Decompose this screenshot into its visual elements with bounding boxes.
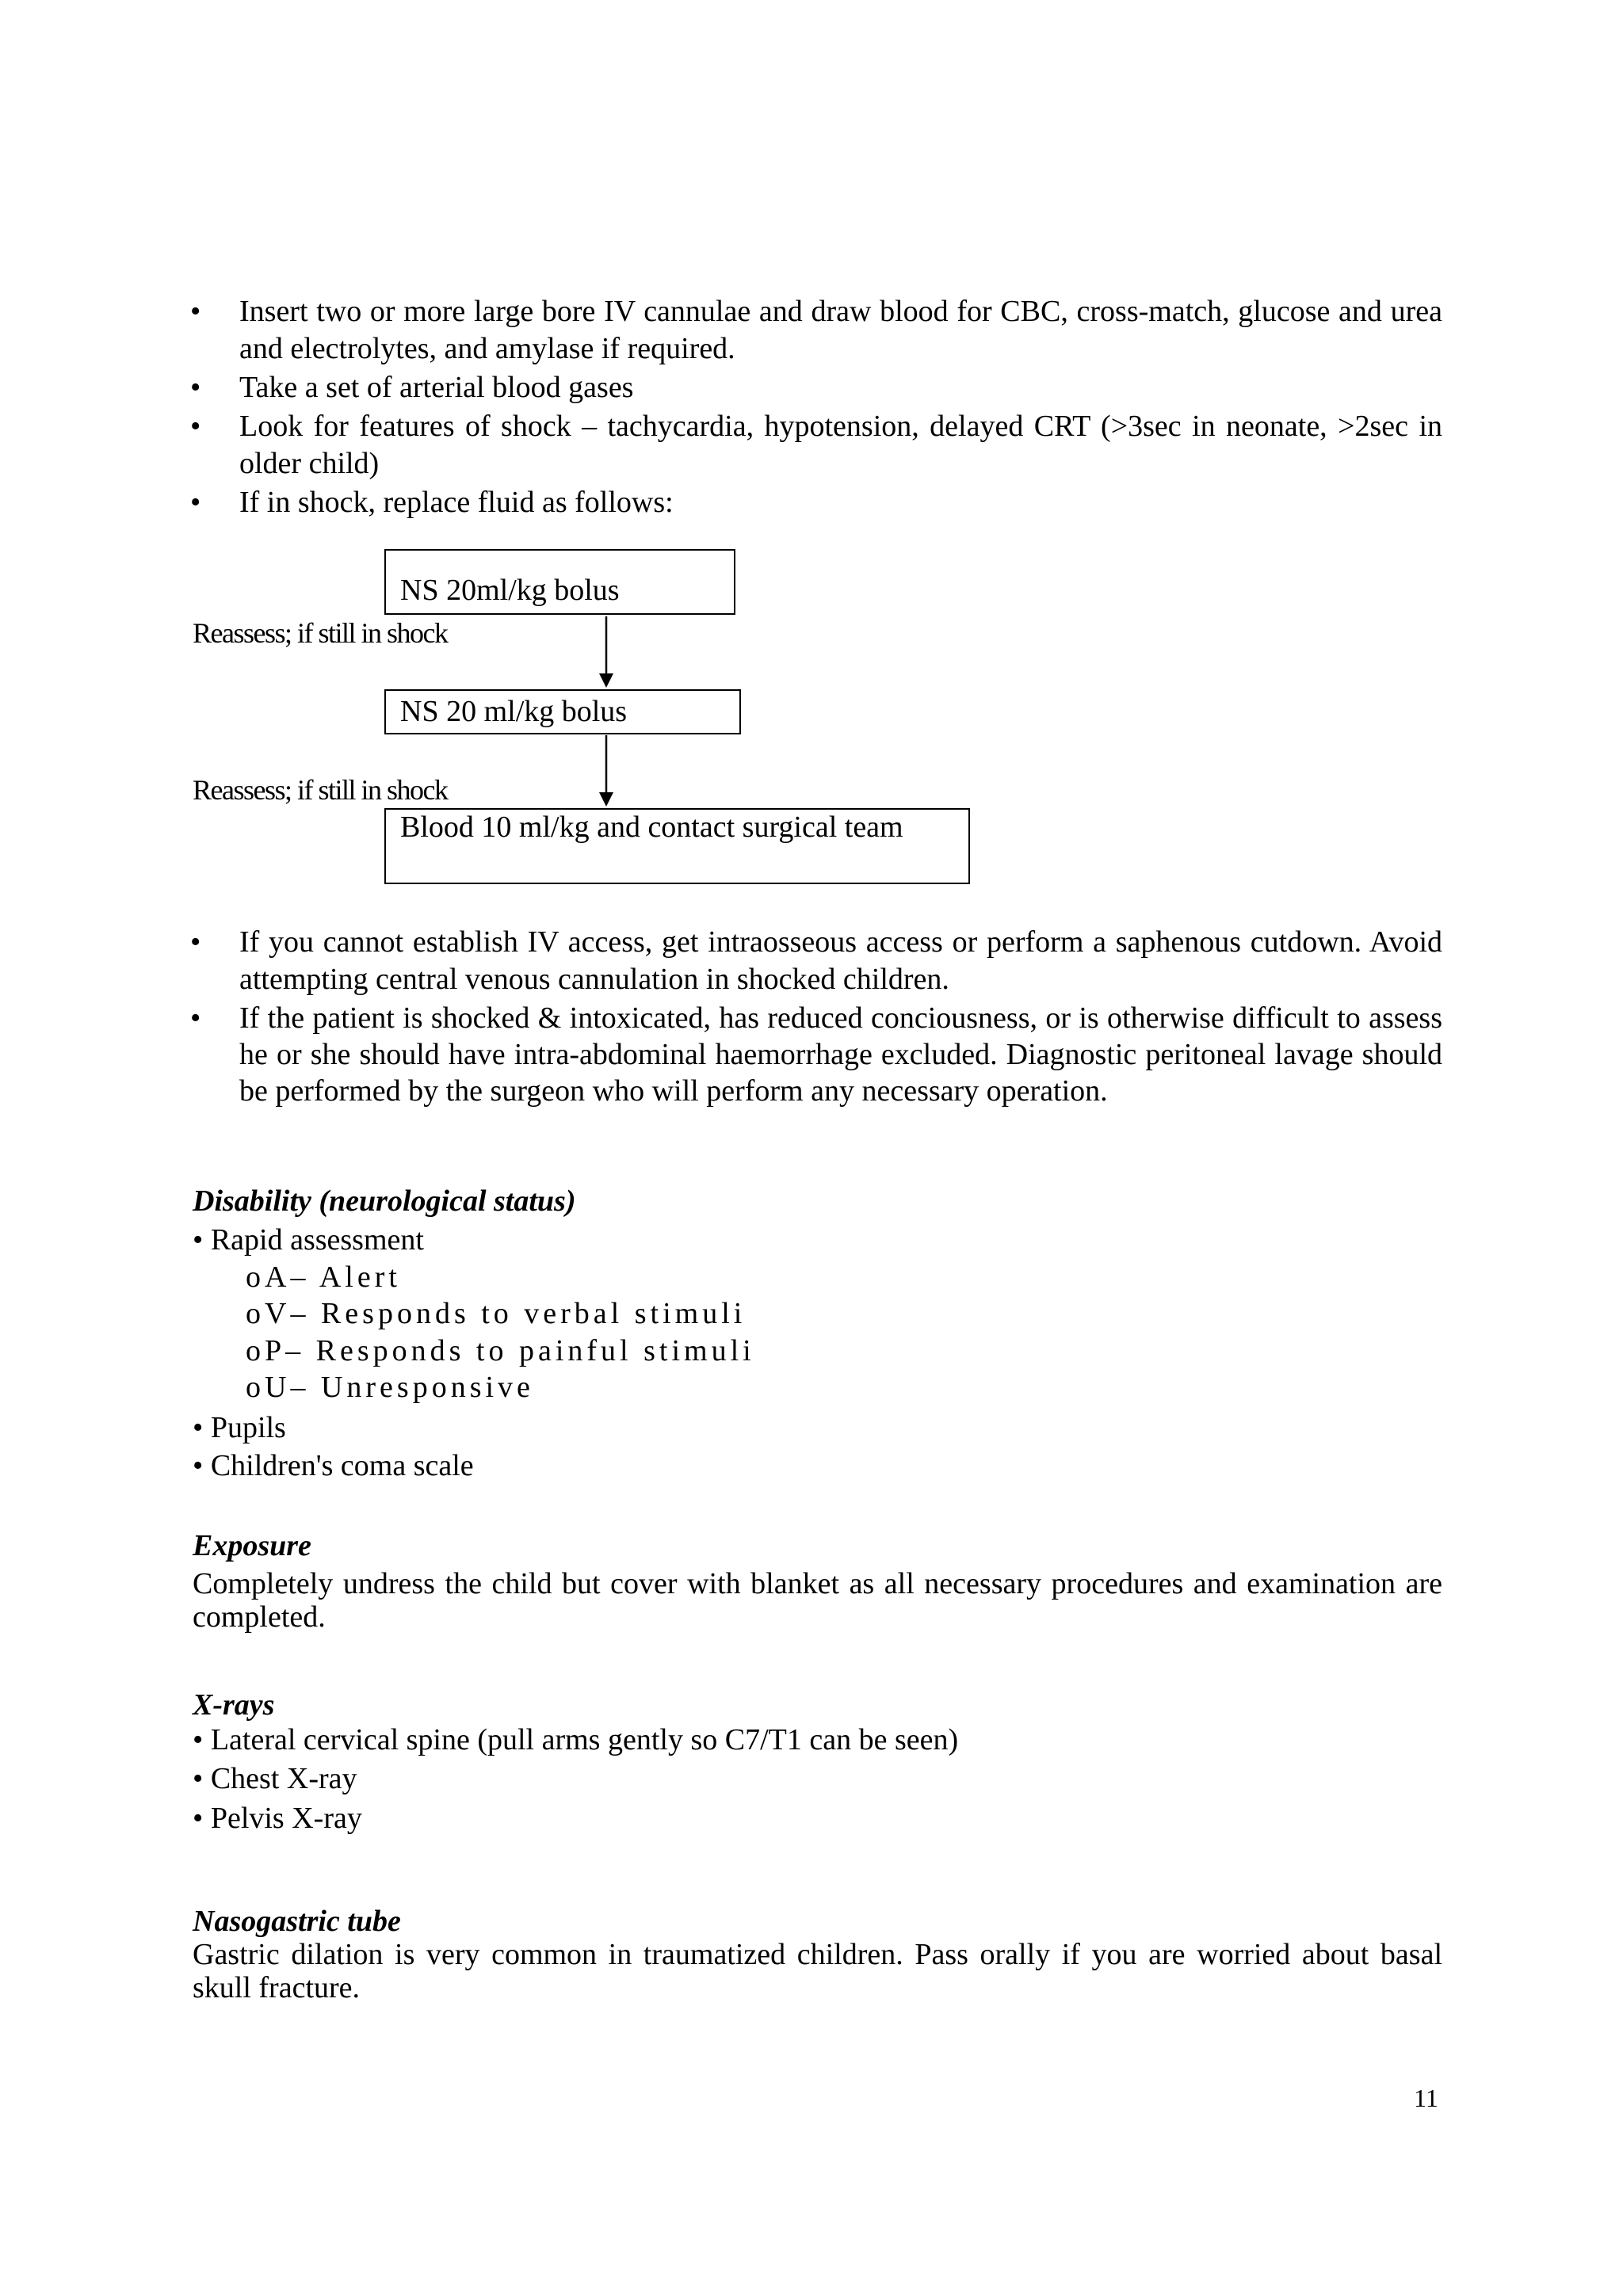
bullet-icon: • (193, 1802, 204, 1835)
list-item (193, 1222, 424, 1259)
sub-item-text: A– Alert (265, 1261, 401, 1294)
flow-box-3-text: Blood 10 ml/kg and contact surgical team (400, 810, 903, 844)
flow-box-2-text: NS 20 ml/kg bolus (400, 695, 628, 728)
list-item (193, 1800, 362, 1837)
sub-list-item (246, 1259, 401, 1296)
list-item (190, 924, 1442, 998)
page-number: 11 (1414, 2084, 1438, 2112)
bullet-icon: • (190, 410, 201, 443)
bullet-icon: • (193, 1762, 204, 1795)
list-item (193, 1409, 286, 1447)
list-item (190, 1000, 1442, 1109)
xrays-heading: X-rays (193, 1688, 275, 1722)
circle-bullet-icon: o (246, 1297, 265, 1330)
arrow-head-2 (599, 792, 613, 807)
exposure-text: Completely undress the child but cover with blanket as all necessary procedures and examination are completed. (193, 1567, 1442, 1634)
list-item (193, 1760, 357, 1798)
flow-label-1: Reassess; if still in shock (193, 617, 448, 649)
ng-tube-text: Gastric dilation is very common in traumatized children. Pass orally if you are worried about basal skull fracture. (193, 1938, 1442, 2004)
bullet-icon: • (190, 371, 201, 404)
bullet-text: Insert two or more large bore IV cannulae and draw blood for CBC, cross-match, glucose and urea and electrolytes, and amylase if required. (239, 295, 1442, 365)
ng-tube-heading: Nasogastric tube (193, 1905, 401, 1938)
bullet-text: If you cannot establish IV access, get intraosseous access or perform a saphenous cutdown. Avoid attempting central venous cannulation in shocked children. (239, 925, 1442, 996)
circle-bullet-icon: o (246, 1371, 265, 1404)
bullet-icon: • (193, 1723, 204, 1756)
exposure-heading: Exposure (193, 1529, 311, 1562)
circle-bullet-icon: o (246, 1261, 265, 1294)
sub-item-text: P– Responds to painful stimuli (265, 1334, 755, 1367)
bullet-text: Look for features of shock – tachycardia, hypotension, delayed CRT (>3sec in neonate, >2sec in older child) (239, 410, 1442, 480)
bullet-icon: • (193, 1449, 204, 1482)
pupils-text: Pupils (210, 1411, 286, 1444)
bullet-icon: • (190, 925, 201, 959)
flow-label-2: Reassess; if still in shock (193, 774, 448, 806)
sub-list-item (246, 1369, 534, 1406)
xray-item-text: Chest X-ray (210, 1762, 357, 1795)
coma-scale-text: Children's coma scale (210, 1449, 474, 1482)
xray-item-text: Pelvis X-ray (210, 1802, 362, 1835)
flow-arrows (0, 0, 1623, 951)
rapid-assessment-text: Rapid assessment (210, 1223, 424, 1257)
sub-item-text: U– Unresponsive (265, 1371, 534, 1404)
bullet-icon: • (193, 1223, 204, 1257)
sub-list-item (246, 1333, 755, 1370)
sub-item-text: V– Responds to verbal stimuli (265, 1297, 747, 1330)
xray-item-text: Lateral cervical spine (pull arms gently so C7/T1 can be seen) (210, 1723, 959, 1756)
arrow-head-1 (599, 673, 613, 688)
flow-box-1-text: NS 20ml/kg bolus (400, 574, 620, 607)
circle-bullet-icon: o (246, 1334, 265, 1367)
bullet-text: If the patient is shocked & intoxicated, has reduced conciousness, or is otherwise difficult to assess he or she should have intra-abdominal haemorrhage excluded. Diagnostic peritoneal lavage should be performed by the surgeon who will perform any necessary operation. (239, 1001, 1442, 1108)
bullet-text: If in shock, replace fluid as follows: (239, 486, 674, 519)
list-item (193, 1722, 958, 1759)
bullet-icon: • (190, 295, 201, 328)
list-item (193, 1447, 474, 1485)
bullet-icon: • (190, 486, 201, 519)
bullet-text: Take a set of arterial blood gases (239, 371, 634, 404)
bullet-icon: • (190, 1001, 201, 1035)
disability-heading: Disability (neurological status) (193, 1184, 576, 1218)
sub-list-item (246, 1295, 746, 1333)
bullet-icon: • (193, 1411, 204, 1444)
